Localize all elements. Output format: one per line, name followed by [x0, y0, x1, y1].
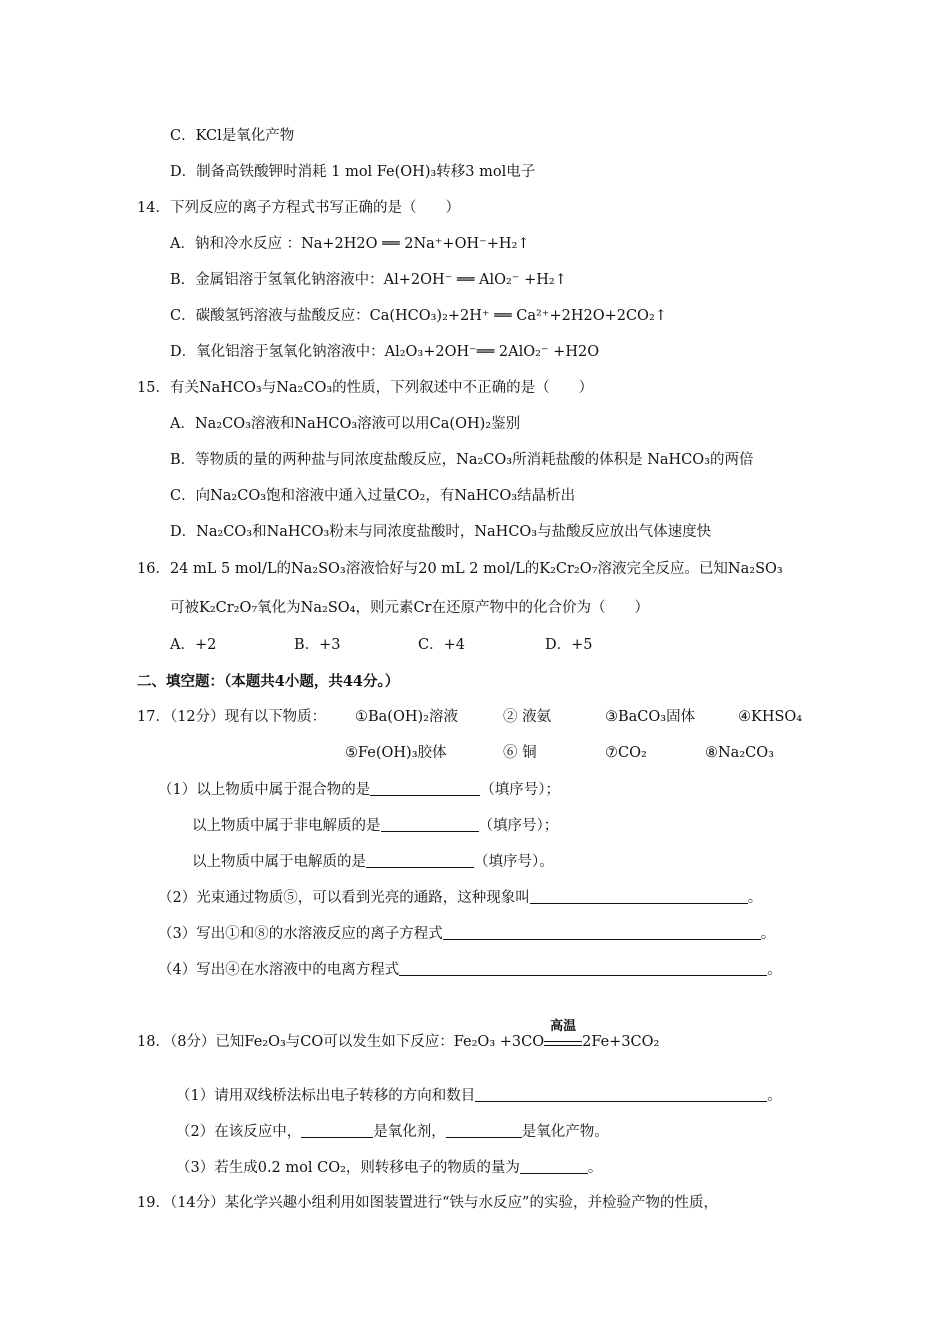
q17-part2	[158, 889, 762, 907]
q17-item: ④KHSO₄	[738, 709, 803, 725]
q17-item: ⑧Na₂CO₃	[705, 745, 774, 761]
q18-part3	[176, 1159, 602, 1177]
q18-products: 2Fe+3CO₂	[582, 1034, 660, 1050]
q14-option-b: B．金属铝溶于氢氧化钠溶液中：Al+2OH⁻ ══ AlO₂⁻ +H₂↑	[170, 272, 567, 288]
answer-blank[interactable]	[530, 889, 748, 904]
reaction-condition: 高温	[550, 1019, 577, 1034]
q15-option-c: C．向Na₂CO₃饱和溶液中通入过量CO₂，有NaHCO₃结晶析出	[170, 488, 576, 504]
q17-item: ⑦CO₂	[605, 745, 647, 761]
answer-blank[interactable]	[370, 781, 480, 796]
answer-blank[interactable]	[366, 853, 474, 868]
q19-stem: 19．（14分）某化学兴趣小组利用如图装置进行“铁与水反应”的实验，并检验产物的性质，	[137, 1195, 718, 1211]
answer-blank[interactable]	[520, 1159, 588, 1174]
period: 。	[760, 926, 776, 942]
prompt-text: （填序号）。	[474, 854, 554, 870]
prompt-text: （2）光束通过物质⑤，可以看到光亮的通路，这种现象叫	[158, 890, 530, 906]
q18-part1	[176, 1087, 782, 1105]
q14-option-d: D．氧化铝溶于氢氧化钠溶液中：Al₂O₃+2OH⁻══ 2AlO₂⁻ +H2O	[170, 344, 600, 360]
answer-blank[interactable]	[381, 817, 479, 832]
q14-option-c: C．碳酸氢钙溶液与盐酸反应：Ca(HCO₃)₂+2H⁺ ══ Ca²⁺+2H2O+2CO₂↑	[170, 308, 667, 324]
reaction-arrow	[544, 1019, 582, 1046]
prompt-text: 以上物质中属于非电解质的是	[192, 818, 381, 834]
q17-part1-nonelectrolytes	[192, 817, 558, 835]
q16-option-a: A．+2	[170, 637, 217, 653]
q17-item: ①Ba(OH)₂溶液	[355, 709, 458, 725]
prompt-text: （填序号）；	[480, 782, 560, 798]
q15-option-a: A．Na₂CO₃溶液和NaHCO₃溶液可以用Ca(OH)₂鉴别	[170, 416, 521, 432]
answer-blank[interactable]	[446, 1123, 522, 1138]
answer-blank[interactable]	[475, 1087, 767, 1102]
period: 。	[767, 962, 782, 978]
answer-blank[interactable]	[443, 925, 761, 940]
prompt-text: （3）写出①和⑧的水溶液反应的离子方程式	[158, 926, 443, 942]
prompt-text: （填序号）；	[478, 818, 559, 834]
q14-stem: 14．下列反应的离子方程式书写正确的是（ ）	[137, 200, 460, 216]
prompt-text: （1）请用双线桥法标出电子转移的方向和数目	[176, 1088, 476, 1104]
q17-item: ⑤Fe(OH)₃胶体	[345, 745, 447, 761]
q16-option-c: C．+4	[418, 637, 465, 653]
prompt-text: （3）若生成0.2 mol CO₂，则转移电子的物质的量为	[176, 1160, 520, 1176]
q17-part1-electrolytes	[192, 853, 554, 871]
q13-option-d: D．制备高铁酸钾时消耗 1 mol Fe(OH)₃转移3 mol电子	[170, 164, 536, 180]
q17-part3	[158, 925, 775, 943]
q18-lead: 18．（8分）已知Fe₂O₃与CO可以发生如下反应：Fe₂O₃ +3CO	[137, 1034, 545, 1050]
q16-stem-line1: 16．24 mL 5 mol/L的Na₂SO₃溶液恰好与20 mL 2 mol/L的K₂Cr₂O₇溶液完全反应。已知Na₂SO₃	[137, 561, 783, 577]
prompt-text: （2）在该反应中，	[176, 1124, 302, 1140]
q13-option-c: C．KCl是氧化产物	[170, 128, 295, 144]
q18-part2	[176, 1123, 609, 1141]
prompt-text: 是氧化产物。	[521, 1124, 609, 1140]
q15-stem: 15．有关NaHCO₃与Na₂CO₃的性质，下列叙述中不正确的是（ ）	[137, 380, 594, 396]
q17-part1-mixtures	[158, 781, 560, 799]
q16-stem-line2: 可被K₂Cr₂O₇氧化为Na₂SO₄，则元素Cr在还原产物中的化合价为（ ）	[170, 600, 649, 616]
q15-option-b: B．等物质的量的两种盐与同浓度盐酸反应，Na₂CO₃所消耗盐酸的体积是 NaHCO₃的两倍	[170, 452, 754, 468]
period: 。	[747, 890, 763, 906]
q17-part4	[158, 961, 782, 979]
q16-option-b: B．+3	[294, 637, 341, 653]
answer-blank[interactable]	[399, 961, 767, 976]
q18-stem	[137, 1019, 660, 1051]
q17-item: ③BaCO₃固体	[605, 709, 696, 725]
prompt-text: 是氧化剂，	[373, 1124, 446, 1140]
period: 。	[767, 1088, 782, 1104]
q17-lead: 17．（12分）现有以下物质：	[137, 709, 327, 725]
q17-item: ② 液氨	[503, 709, 552, 725]
q17-item: ⑥ 铜	[503, 745, 537, 761]
prompt-text: （4）写出④在水溶液中的电离方程式	[158, 962, 400, 978]
prompt-text: 以上物质中属于电解质的是	[192, 854, 366, 870]
q15-option-d: D．Na₂CO₃和NaHCO₃粉末与同浓度盐酸时，NaHCO₃与盐酸反应放出气体速度快	[170, 524, 712, 540]
q16-option-d: D．+5	[545, 637, 593, 653]
q14-option-a: A．钠和冷水反应 ：Na+2H2O ══ 2Na⁺+OH⁻+H₂↑	[170, 236, 530, 252]
prompt-text: （1）以上物质中属于混合物的是	[158, 782, 371, 798]
period: 。	[587, 1160, 603, 1176]
section-heading: 二、填空题：（本题共4小题，共44分。）	[137, 673, 400, 690]
answer-blank[interactable]	[301, 1123, 373, 1138]
